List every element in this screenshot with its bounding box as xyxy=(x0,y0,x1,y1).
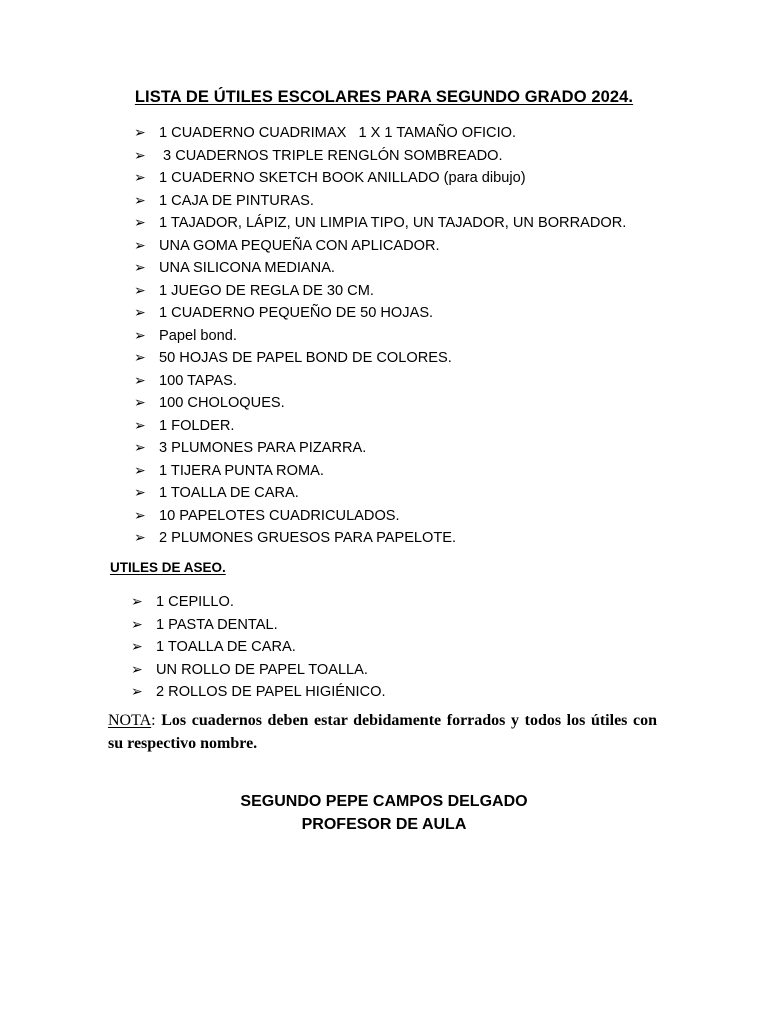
list-item-text: 1 JUEGO DE REGLA DE 30 CM. xyxy=(159,282,374,299)
hygiene-list-item xyxy=(131,614,386,637)
supply-list-item xyxy=(134,370,626,393)
arrowhead-bullet-icon: ➢ xyxy=(134,215,146,231)
note-separator: : xyxy=(151,712,162,729)
hygiene-list-item xyxy=(131,681,386,704)
list-item-text: 2 ROLLOS DE PAPEL HIGIÉNICO. xyxy=(156,684,386,700)
supply-list-item xyxy=(134,415,626,438)
arrowhead-bullet-icon: ➢ xyxy=(131,616,143,633)
hygiene-list-item xyxy=(131,591,386,614)
supply-list-item xyxy=(134,527,626,550)
hygiene-list-item xyxy=(131,636,386,659)
arrowhead-bullet-icon: ➢ xyxy=(134,192,146,209)
list-item-text: 100 TAPAS. xyxy=(159,372,237,389)
arrowhead-bullet-icon: ➢ xyxy=(134,350,146,366)
hygiene-section-title: UTILES DE ASEO. xyxy=(110,560,226,575)
arrowhead-bullet-icon: ➢ xyxy=(134,260,146,276)
arrowhead-bullet-icon: ➢ xyxy=(134,462,146,479)
list-item-text: 2 PLUMONES GRUESOS PARA PAPELOTE. xyxy=(159,530,457,546)
list-item-text: 1 TOALLA DE CARA. xyxy=(159,485,299,501)
arrowhead-bullet-icon: ➢ xyxy=(134,372,146,389)
list-item-text: UNA GOMA PEQUEÑA CON APLICADOR. xyxy=(159,237,440,254)
arrowhead-bullet-icon: ➢ xyxy=(134,170,146,186)
hygiene-supplies-list xyxy=(131,591,386,704)
supply-list-item xyxy=(134,145,626,168)
arrowhead-bullet-icon: ➢ xyxy=(134,395,146,411)
supply-list-item xyxy=(134,212,626,235)
list-item-text: 100 CHOLOQUES. xyxy=(159,395,285,411)
arrowhead-bullet-icon: ➢ xyxy=(131,594,143,610)
arrowhead-bullet-icon: ➢ xyxy=(134,417,146,434)
signature-name: SEGUNDO PEPE CAMPOS DELGADO xyxy=(240,793,528,810)
list-item-text: 1 CEPILLO. xyxy=(156,594,234,610)
arrowhead-bullet-icon: ➢ xyxy=(134,530,146,546)
supply-list-item xyxy=(134,302,626,325)
list-item-text: 3 PLUMONES PARA PIZARRA. xyxy=(159,440,367,456)
arrowhead-bullet-icon: ➢ xyxy=(134,282,146,299)
list-item-text: Papel bond. xyxy=(159,327,237,344)
arrowhead-bullet-icon: ➢ xyxy=(134,237,146,254)
arrowhead-bullet-icon: ➢ xyxy=(131,661,143,678)
list-item-text: 1 FOLDER. xyxy=(159,417,235,434)
list-item-text: 1 CUADERNO SKETCH BOOK ANILLADO (para dibujo) xyxy=(159,170,526,186)
supply-list-item xyxy=(134,122,626,145)
list-item-text: UN ROLLO DE PAPEL TOALLA. xyxy=(156,661,368,678)
note-text: Los cuadernos deben estar debidamente forrados y todos los útiles con su respectivo nombre. xyxy=(108,712,658,752)
list-item-text: 1 TIJERA PUNTA ROMA. xyxy=(159,462,324,479)
list-item-text: 1 TOALLA DE CARA. xyxy=(156,639,296,655)
supply-list-item xyxy=(134,347,626,370)
supply-list-item xyxy=(134,437,626,460)
supply-list-item xyxy=(134,190,626,213)
arrowhead-bullet-icon: ➢ xyxy=(134,305,146,321)
supply-list-item xyxy=(134,325,626,348)
list-item-text: 1 PASTA DENTAL. xyxy=(156,616,278,633)
supply-list-item xyxy=(134,257,626,280)
arrowhead-bullet-icon: ➢ xyxy=(134,485,146,501)
hygiene-list-item xyxy=(131,659,386,682)
arrowhead-bullet-icon: ➢ xyxy=(131,639,143,655)
arrowhead-bullet-icon: ➢ xyxy=(131,684,143,700)
arrowhead-bullet-icon: ➢ xyxy=(134,147,146,164)
list-item-text: 1 CAJA DE PINTURAS. xyxy=(159,192,314,209)
signature-role: PROFESOR DE AULA xyxy=(301,816,467,833)
supply-list-item xyxy=(134,482,626,505)
school-supplies-list xyxy=(134,122,626,550)
arrowhead-bullet-icon: ➢ xyxy=(134,507,146,524)
note-label: NOTA xyxy=(108,712,152,729)
page-title: LISTA DE ÚTILES ESCOLARES PARA SEGUNDO GRADO 2024. xyxy=(134,88,634,106)
arrowhead-bullet-icon: ➢ xyxy=(134,327,146,344)
supply-list-item xyxy=(134,280,626,303)
note-paragraph xyxy=(108,709,657,755)
list-item-text: 1 CUADERNO PEQUEÑO DE 50 HOJAS. xyxy=(159,305,434,321)
arrowhead-bullet-icon: ➢ xyxy=(134,125,146,141)
list-item-text: 1 CUADERNO CUADRIMAX 1 X 1 TAMAÑO OFICIO. xyxy=(159,125,517,141)
supply-list-item xyxy=(134,460,626,483)
list-item-text: UNA SILICONA MEDIANA. xyxy=(159,260,335,276)
supply-list-item xyxy=(134,505,626,528)
list-item-text: 3 CUADERNOS TRIPLE RENGLÓN SOMBREADO. xyxy=(159,147,503,164)
supply-list-item xyxy=(134,235,626,258)
list-item-text: 50 HOJAS DE PAPEL BOND DE COLORES. xyxy=(159,350,452,366)
supply-list-item xyxy=(134,392,626,415)
list-item-text: 10 PAPELOTES CUADRICULADOS. xyxy=(159,507,400,524)
list-item-text: 1 TAJADOR, LÁPIZ, UN LIMPIA TIPO, UN TAJADOR, UN BORRADOR. xyxy=(159,215,627,231)
arrowhead-bullet-icon: ➢ xyxy=(134,440,146,456)
supply-list-item xyxy=(134,167,626,190)
